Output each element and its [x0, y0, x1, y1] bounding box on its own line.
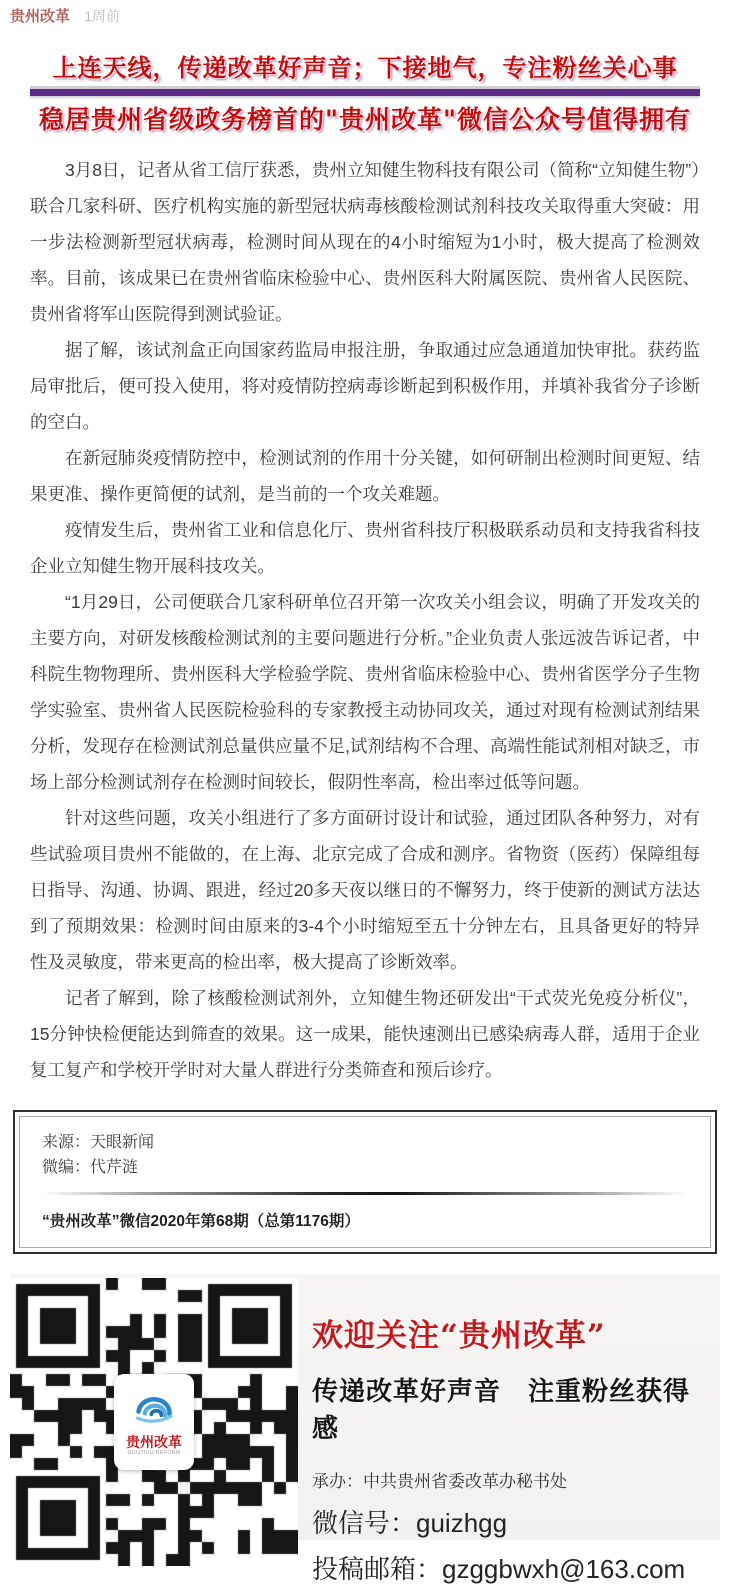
- promo-banner: [10, 1274, 720, 1584]
- qr-logo-text: 贵州改革: [126, 1433, 182, 1450]
- paragraph-4: 疫情发生后，贵州省工业和信息化厅、贵州省科技厅积极联系动员和支持我省科技企业立知健生物开展科技攻关。: [30, 520, 700, 576]
- account-name-link[interactable]: 贵州改革: [10, 8, 71, 25]
- swirl-logo-icon: [132, 1388, 176, 1433]
- qr-code: [10, 1278, 298, 1566]
- banner-wechat-id: 微信号：guizhgg: [312, 1508, 508, 1538]
- paragraph-3: 在新冠肺炎疫情防控中，检测试剂的作用十分关键，如何研制出检测时间更短、结果更准、操作更简便的试剂，是当前的一个攻关难题。: [30, 448, 700, 504]
- paragraph-7: 记者了解到，除了核酸检测试剂外，立知健生物还研发出“干式荧光免疫分析仪”，15分钟快检便能达到筛查的效果。这一成果，能快速测出已感染病毒人群，适用于企业复工复产和学校开学时对大量人群进行分类筛查和预后诊疗。: [30, 988, 700, 1080]
- banner-organizer: 承办：中共贵州省委改革办秘书处: [312, 1472, 567, 1491]
- source-info-box: [13, 1110, 717, 1254]
- issue-line: “贵州改革”微信2020年第68期（总第1176期）: [42, 1213, 360, 1230]
- paragraph-6: 针对这些问题，攻关小组进行了多方面研讨设计和试验，通过团队各种努力，对有些试验项目贵州不能做的，在上海、北京完成了合成和测序。省物资（医药）保障组每日指导、沟通、协调、跟进，经过20多天夜以继日的不懈努力，终于使新的测试方法达到了预期效果：检测时间由原来的3-4个小时缩短至五十分钟左右，且具备更好的特异性及灵敏度，带来更高的检出率，极大提高了诊断效率。: [30, 808, 700, 972]
- editor-line: 微编：代芹涟: [42, 1159, 139, 1176]
- article-body: [30, 152, 700, 1088]
- title-line-1: 上连天线，传递改革好声音；下接地气，专注粉丝关心事: [52, 53, 678, 82]
- title-line-2: 稳居贵州省级政务榜首的"贵州改革"微信公众号值得拥有: [38, 105, 692, 134]
- title-block: [30, 53, 700, 136]
- banner-email: 投稿邮箱：gzggbwxh@163.com: [312, 1554, 686, 1584]
- banner-text-column: [312, 1274, 710, 1586]
- banner-subheadline: 传递改革好声音 注重粉丝获得感: [312, 1376, 691, 1443]
- source-info-box-inner: [19, 1116, 711, 1248]
- account-header: [0, 0, 730, 26]
- paragraph-5: “1月29日，公司便联合几家科研单位召开第一次攻关小组会议，明确了开发攻关的主要方向，对研发核酸检测试剂的主要问题进行分析。”企业负责人张远波告诉记者，中科院生物物理所、贵州医科大学检验学院、贵州省临床检验中心、贵州省医学分子生物学实验室、贵州省人民医院检验科的专家教授主动协同攻关，通过对现有检测试剂结果分析，发现存在检测试剂总量供应量不足,试剂结构不合理、高端性能试剂相对缺乏，市场上部分检测试剂存在检测时间较长，假阴性率高，检出率过低等问题。: [30, 592, 700, 792]
- qr-logo-subtext: GUIZHOU REFORM: [127, 1449, 181, 1456]
- paragraph-1: 3月8日，记者从省工信厅获悉，贵州立知健生物科技有限公司（简称“立知健生物”）联合几家科研、医疗机构实施的新型冠状病毒核酸检测试剂科技攻关取得重大突破：用一步法检测新型冠状病毒，检测时间从现在的4小时缩短为1小时，极大提高了检测效率。目前，该成果已在贵州省临床检验中心、贵州医科大附属医院、贵州省人民医院、贵州省将军山医院得到测试验证。: [30, 160, 700, 324]
- qr-center-logo: [114, 1374, 194, 1470]
- paragraph-2: 据了解，该试剂盒正向国家药监局申报注册，争取通过应急通道加快审批。获药监局审批后，便可投入使用，将对疫情防控病毒诊断起到积极作用，并填补我省分子诊断的空白。: [30, 340, 700, 432]
- banner-headline: 欢迎关注“贵州改革”: [312, 1318, 606, 1354]
- title-divider-rule: [30, 89, 700, 96]
- source-divider: [42, 1192, 688, 1195]
- source-line: 来源：天眼新闻: [42, 1134, 155, 1151]
- publish-time: 1周前: [84, 8, 120, 24]
